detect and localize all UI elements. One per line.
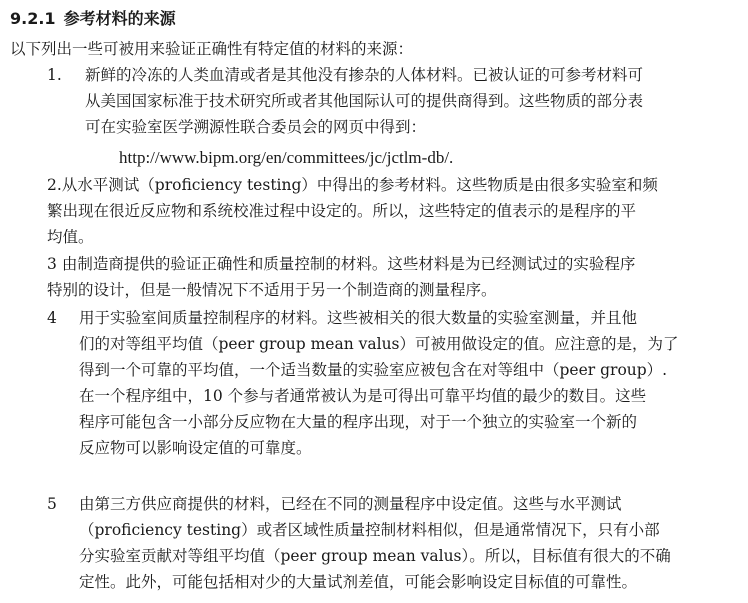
section-heading bbox=[10, 8, 176, 30]
list-item-line: 特别的设计，但是一般情况下不适用于另一个制造商的测量程序。 bbox=[47, 281, 497, 299]
list-item-4-text bbox=[79, 305, 679, 461]
section-title: 参考材料的来源 bbox=[63, 9, 176, 28]
list-item-5-text bbox=[79, 491, 671, 595]
jctlm-database-url: http://www.bipm.org/en/committees/jc/jctlm-db/. bbox=[119, 148, 454, 167]
list-item-line: 在一个程序组中，10 个参与者通常被认为是可得出可靠平均值的最少的数目。这些 bbox=[79, 387, 647, 405]
list-item-line: 从水平测试（proficiency testing）中得出的参考材料。这些物质是由很多实验室和频 bbox=[61, 176, 658, 194]
list-item-1-text bbox=[85, 62, 643, 140]
list-item-marker: 3 bbox=[47, 255, 57, 273]
list-item-line: 用于实验室间质量控制程序的材料。这些被相关的很大数量的实验室测量，并且他 bbox=[79, 309, 638, 327]
list-item-line: 繁出现在很近反应物和系统校准过程中设定的。所以，这些特定的值表示的是程序的平 bbox=[47, 202, 637, 220]
list-item-marker: 1. bbox=[47, 66, 62, 84]
list-item-marker: 2. bbox=[47, 176, 62, 194]
list-item-line: 反应物可以影响设定值的可靠度。 bbox=[79, 439, 312, 457]
list-item-marker: 4 bbox=[47, 309, 57, 327]
list-item-line: 程序可能包含一小部分反应物在大量的程序出现，对于一个独立的实验室一个新的 bbox=[79, 413, 638, 431]
list-item-line: 可在实验室医学溯源性联合委员会的网页中得到： bbox=[85, 118, 427, 136]
list-item-line: 均值。 bbox=[47, 228, 94, 246]
list-item-line: （proficiency testing）或者区域性质量控制材料相似，但是通常情况下，只有小部 bbox=[79, 521, 660, 539]
list-item-line: 得到一个可靠的平均值，一个适当数量的实验室应被包含在对等组中（peer group）. bbox=[79, 361, 668, 379]
list-item-2 bbox=[47, 172, 658, 250]
section-number: 9.2.1 bbox=[10, 9, 56, 28]
list-item-marker: 5 bbox=[47, 495, 57, 513]
list-item-line: 由第三方供应商提供的材料，已经在不同的测量程序中设定值。这些与水平测试 bbox=[79, 495, 622, 513]
list-item-line: 新鲜的冷冻的人类血清或者是其他没有掺杂的人体材料。已被认证的可参考材料可 bbox=[85, 66, 644, 84]
list-item-line: 们的对等组平均值（peer group mean valus）可被用做设定的值。应注意的是，为了 bbox=[79, 335, 679, 353]
list-item-3 bbox=[47, 251, 635, 303]
list-item-line: 从美国国家标准于技术研究所或者其他国际认可的提供商得到。这些物质的部分表 bbox=[85, 92, 644, 110]
list-item-line: 由制造商提供的验证正确性和质量控制的材料。这些材料是为已经测试过的实验程序 bbox=[61, 255, 636, 273]
list-item-line: 定性。此外，可能包括相对少的大量试剂差值，可能会影响设定目标值的可靠性。 bbox=[79, 573, 638, 591]
intro-paragraph: 以下列出一些可被用来验证正确性有特定值的材料的来源： bbox=[10, 40, 414, 58]
list-item-line: 分实验室贡献对等组平均值（peer group mean valus）。所以，目标值有很大的不确 bbox=[79, 547, 671, 565]
